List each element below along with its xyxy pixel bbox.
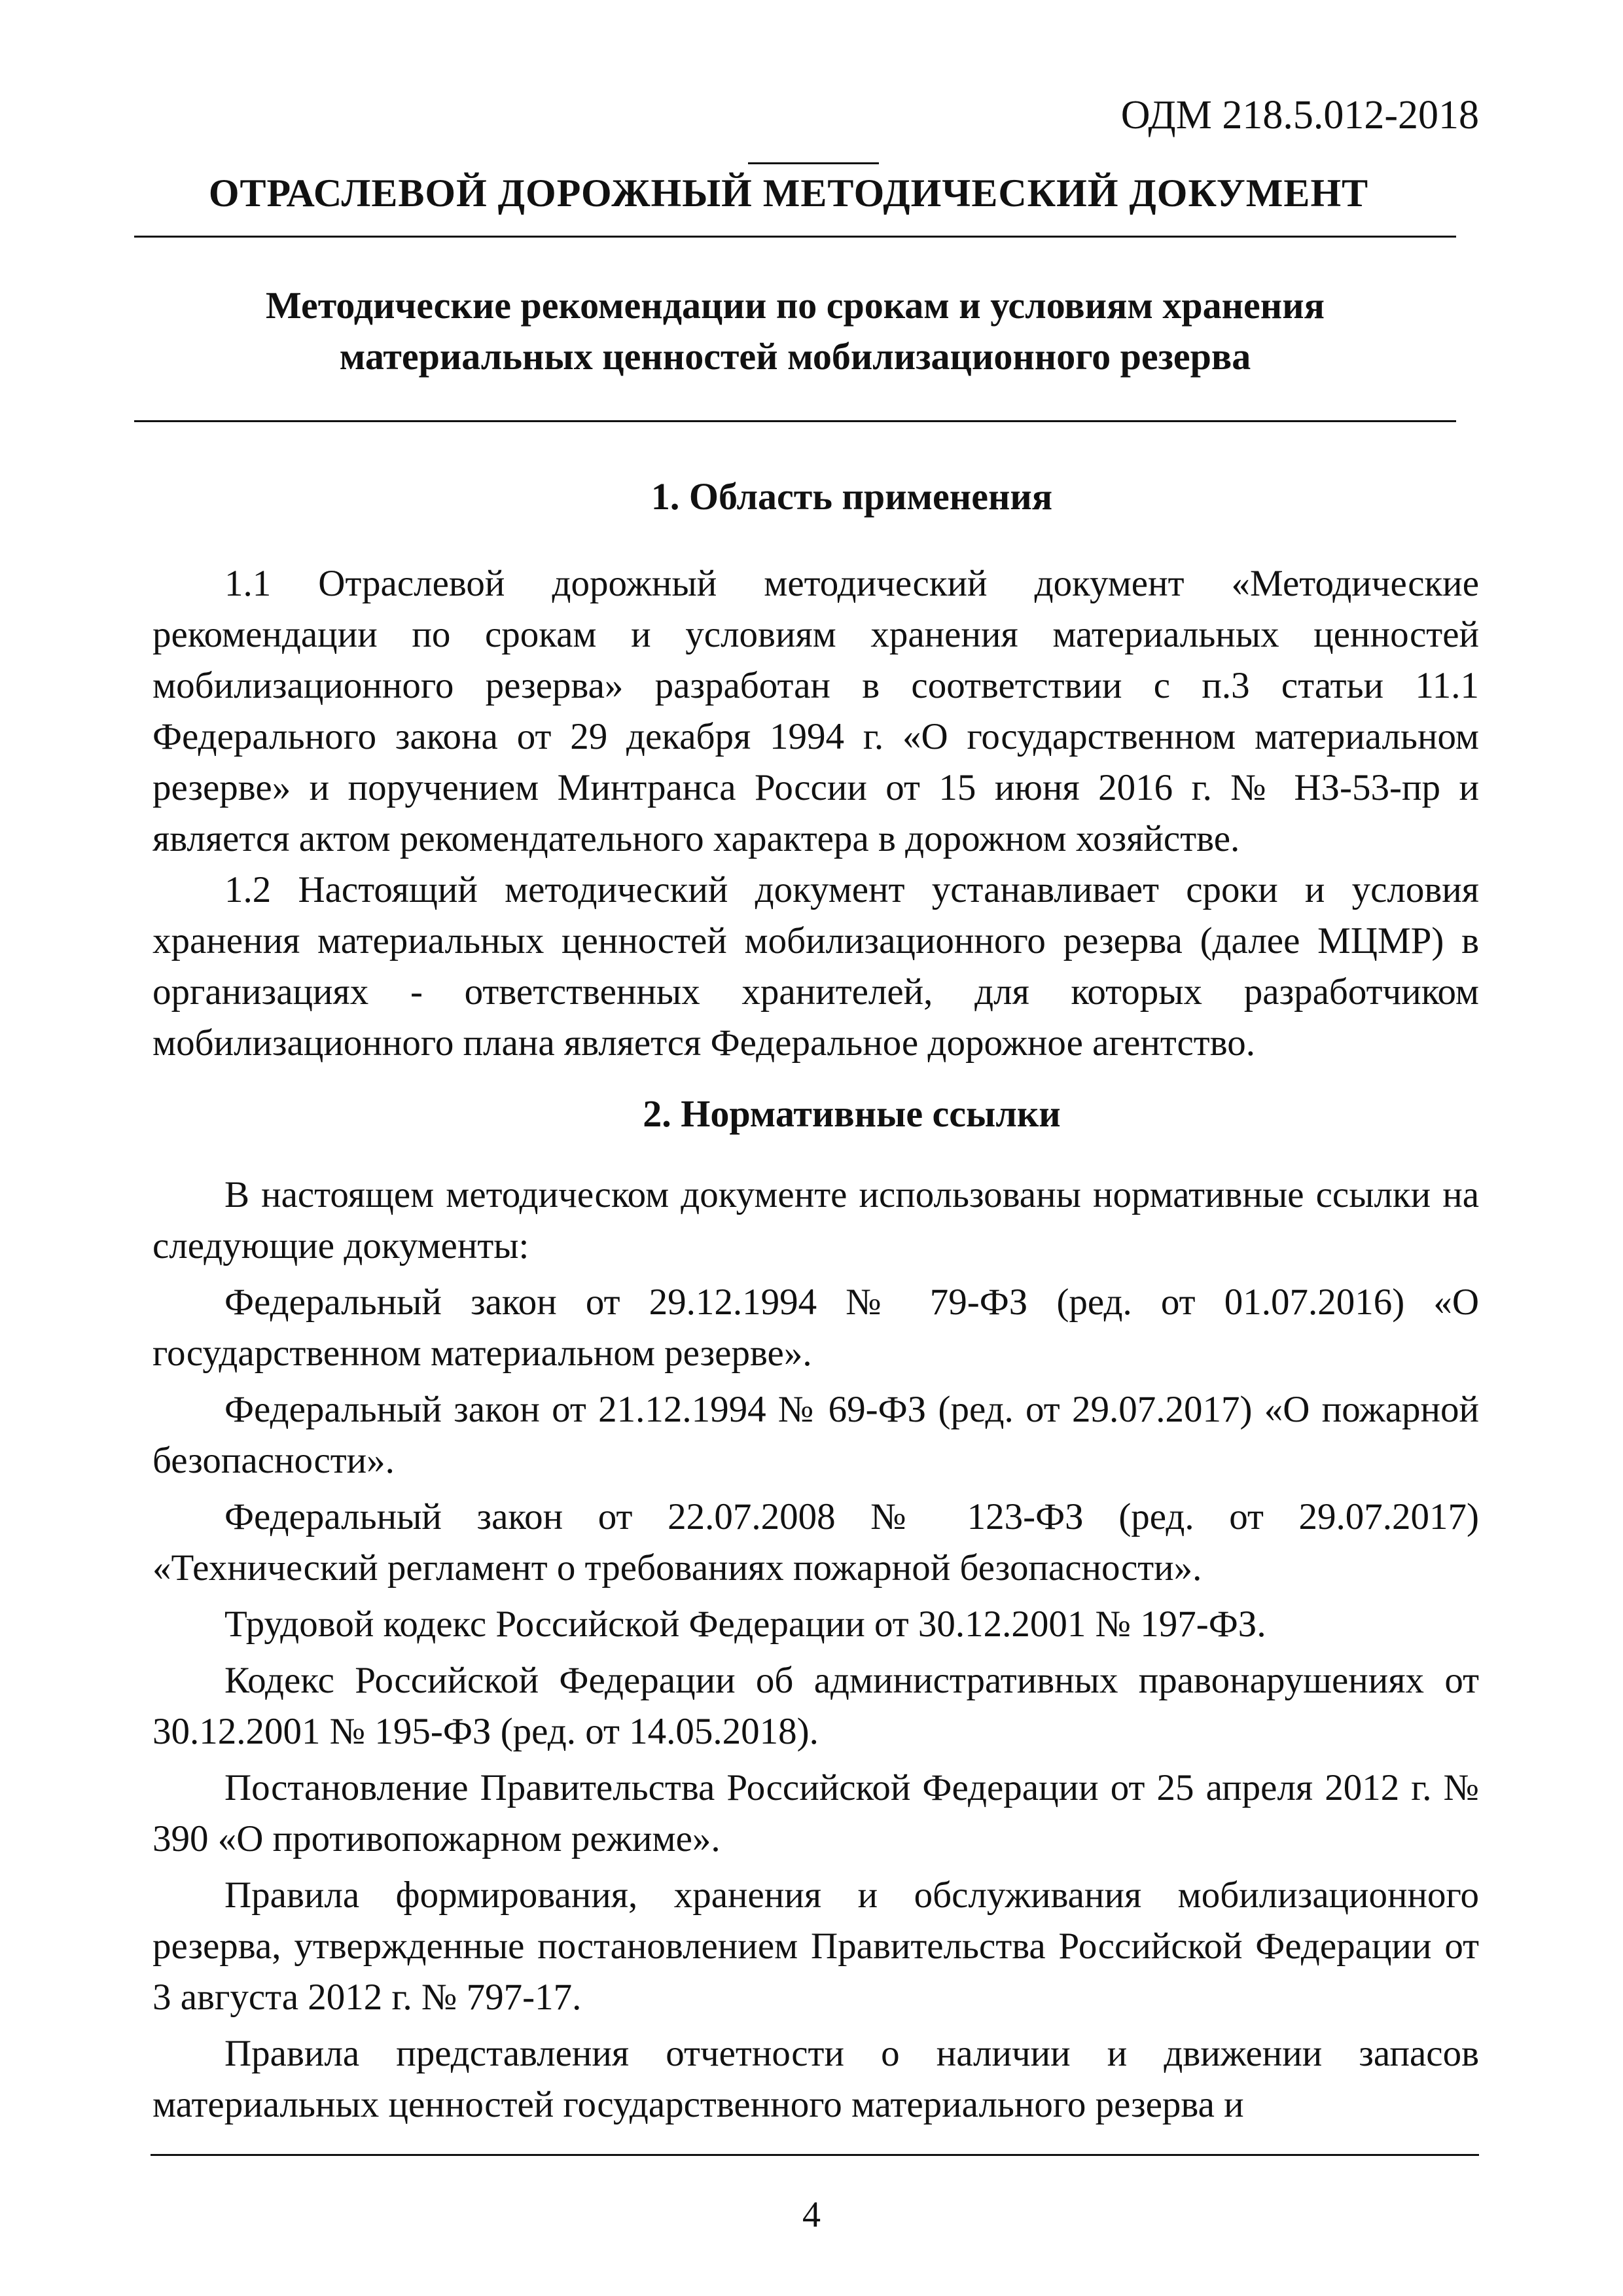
reference-item: Правила представления отчетности о наличии и движении запасов материальных ценностей государственного материального резерва и xyxy=(152,2033,1479,2125)
reference-item: Федеральный закон от 21.12.1994 № 69-ФЗ (ред. от 29.07.2017) «О пожарной безопасности». xyxy=(152,1389,1479,1481)
reference-item: Правила формирования, хранения и обслуживания мобилизационного резерва, утвержденные постановлением Правительства Российской Федерации от 3 августа 2012 г. № 797-17. xyxy=(152,1874,1479,2018)
title-divider xyxy=(134,420,1456,422)
section-heading-scope: 1. Область применения xyxy=(651,475,1053,518)
reference-item: Федеральный закон от 29.12.1994 № 79-ФЗ (ред. от 01.07.2016) «О государственном материальном резерве». xyxy=(152,1282,1479,1374)
section-heading-references: 2. Нормативные ссылки xyxy=(643,1092,1061,1135)
document-title-line-2: материальных ценностей мобилизационного резерва xyxy=(339,335,1251,378)
document-body xyxy=(152,471,1479,2130)
header-divider xyxy=(134,236,1456,238)
paragraph-1-1: 1.1 Отраслевой дорожный методический документ «Методические рекомендации по срокам и условиям хранения материальных ценностей мобилизационного резерва» разработан в соответствии с п.3 статьи 11.1 Федерального закона от 29 декабря 1994 г. «О государственном материальном резерве» и поручением Минтранса России от 15 июня 2016 г. № НЗ-53-пр и является актом рекомендательного характера в дорожном хозяйстве. xyxy=(152,563,1479,859)
reference-item: Федеральный закон от 22.07.2008 № 123-ФЗ (ред. от 29.07.2017) «Технический регламент о требованиях пожарной безопасности». xyxy=(152,1496,1479,1588)
reference-item: Постановление Правительства Российской Федерации от 25 апреля 2012 г. № 390 «О противопожарном режиме». xyxy=(152,1767,1479,1859)
footer-divider xyxy=(151,2154,1479,2156)
document-code: ОДМ 218.5.012-2018 xyxy=(1120,93,1479,137)
page-number: 4 xyxy=(802,2195,821,2235)
document-type-heading: ОТРАСЛЕВОЙ ДОРОЖНЫЙ МЕТОДИЧЕСКИЙ ДОКУМЕНТ xyxy=(208,171,1369,215)
reference-item: Трудовой кодекс Российской Федерации от 30.12.2001 № 197-ФЗ. xyxy=(224,1604,1266,1645)
document-title-line-1: Методические рекомендации по срокам и условиям хранения xyxy=(265,284,1325,327)
references-intro: В настоящем методическом документе использованы нормативные ссылки на следующие документы: xyxy=(152,1174,1479,1266)
paragraph-1-2: 1.2 Настоящий методический документ устанавливает сроки и условия хранения материальных ценностей мобилизационного резерва (далее МЦМР) в организациях - ответственных хранителей, для которых разработчиком мобилизационного плана является Федеральное дорожное агентство. xyxy=(152,869,1479,1064)
reference-item: Кодекс Российской Федерации об административных правонарушениях от 30.12.2001 № 195-ФЗ (ред. от 14.05.2018). xyxy=(152,1660,1479,1752)
header-overline xyxy=(748,162,879,164)
document-title xyxy=(134,280,1456,382)
